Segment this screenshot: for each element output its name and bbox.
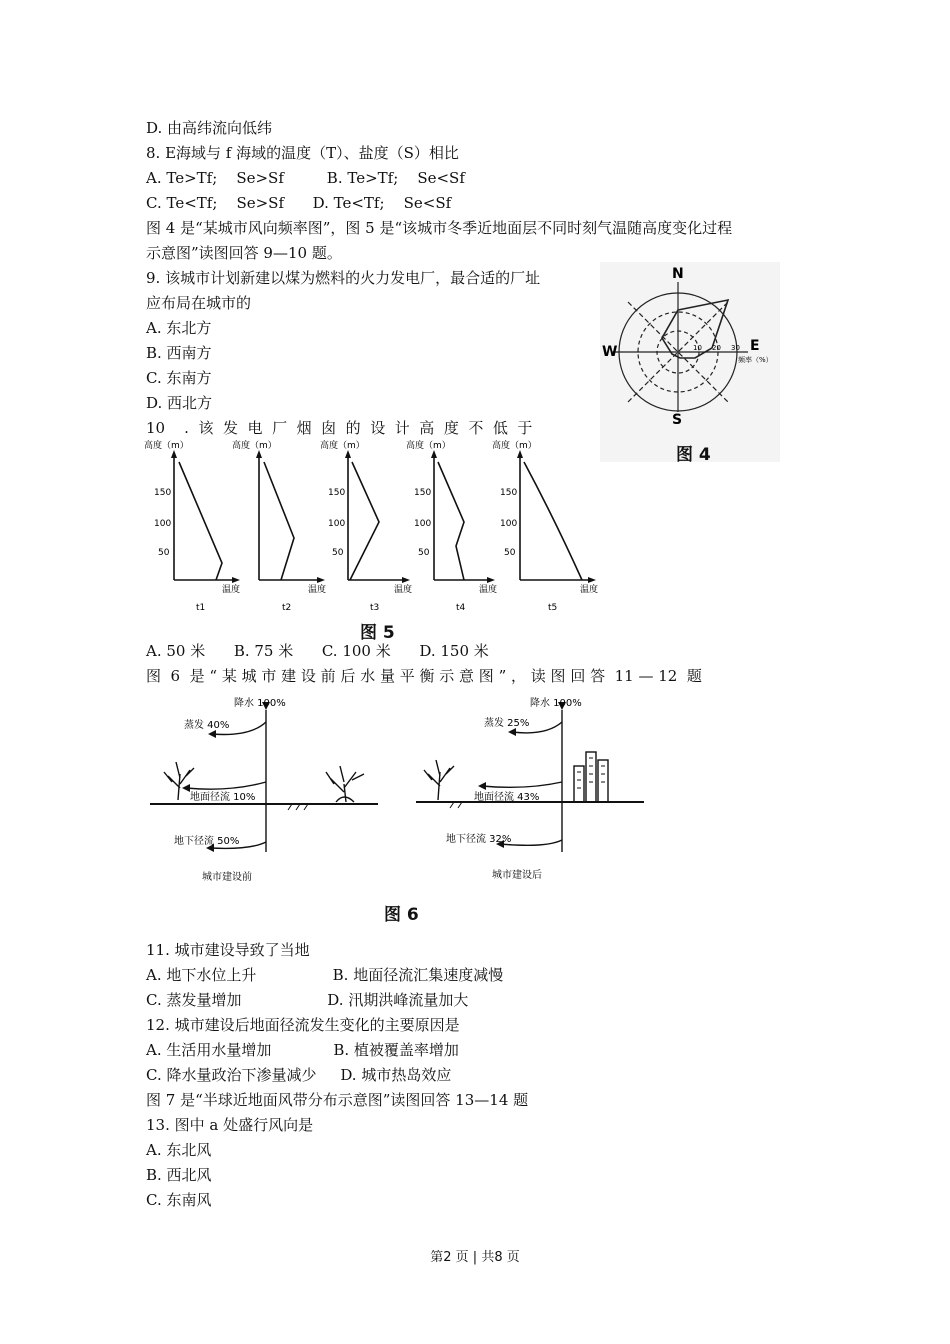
svg-text:50: 50 — [504, 548, 516, 558]
svg-text:100: 100 — [500, 519, 518, 529]
svg-text:150: 150 — [154, 488, 172, 498]
surface-label-before: 地面径流 10% — [190, 792, 256, 803]
evap-label-before: 蒸发 40% — [184, 720, 230, 731]
option-c-q9: C. 东南方 — [146, 369, 212, 387]
profile-panel-t4 — [431, 450, 495, 583]
figure-4-caption: 图 4 — [676, 445, 711, 465]
svg-text:100: 100 — [414, 519, 432, 529]
profile-panel-t3 — [345, 450, 410, 583]
temperature-curve-t5 — [524, 462, 582, 580]
temperature-curve-t3 — [350, 462, 379, 580]
ylabel-t2: 高度（m） — [232, 441, 277, 451]
option-b-q13: B. 西北风 — [146, 1166, 212, 1184]
svg-text:150: 150 — [414, 488, 432, 498]
temperature-curve-t2 — [264, 462, 294, 580]
profile-panel-t1 — [171, 450, 240, 583]
time-label-t3: t3 — [370, 603, 380, 613]
north-label: N — [672, 266, 684, 282]
xlabel-t1: 温度 — [222, 585, 241, 595]
options-ab-q12: A. 生活用水量增加 B. 植被覆盖率增加 — [146, 1041, 459, 1059]
surface-arrow-after — [482, 782, 562, 787]
label-after: 城市建设后 — [492, 870, 542, 881]
intro-fig4-5: 图 4 是“某城市风向频率图”，图 5 是“该城市冬季近地面层不同时刻气温随高度变化过程 — [146, 219, 733, 237]
time-label-t4: t4 — [456, 603, 466, 613]
surface-arrow-before — [186, 782, 266, 789]
question-13: 13. 图中 a 处盛行风向是 — [146, 1116, 314, 1134]
option-a-q9: A. 东北方 — [146, 319, 212, 337]
figure-6-water-balance — [150, 692, 650, 892]
time-label-t1: t1 — [196, 603, 206, 613]
ylabel-t5: 高度（m） — [492, 441, 537, 451]
question-11: 11. 城市建设导致了当地 — [146, 941, 310, 959]
ylabel-t4: 高度（m） — [406, 441, 451, 451]
figure-5-caption: 图 5 — [360, 623, 395, 643]
intro-fig7: 图 7 是“半球近地面风带分布示意图”读图回答 13—14 题 — [146, 1091, 529, 1109]
svg-text:100: 100 — [328, 519, 346, 529]
question-9: 9. 该城市计划新建以煤为燃料的火力发电厂，最合适的厂址 — [146, 269, 541, 287]
south-label: S — [672, 412, 683, 428]
time-label-t5: t5 — [548, 603, 558, 613]
xlabel-t4: 温度 — [479, 585, 498, 595]
buildings-icon — [574, 752, 608, 802]
xlabel-t2: 温度 — [308, 585, 327, 595]
question-9-cont: 应布局在城市的 — [146, 294, 252, 312]
question-8: 8. E海域与 f 海域的温度（T）、盐度（S）相比 — [146, 144, 459, 162]
precip-label-after: 降水 100% — [530, 698, 582, 709]
figure-6-caption: 图 6 — [384, 905, 419, 925]
options-q10: A. 50 米 B. 75 米 C. 100 米 D. 150 米 — [146, 642, 489, 660]
option-d-q9: D. 西北方 — [146, 394, 213, 412]
intro-fig6: 图 6 是 “ 某 城 市 建 设 前 后 水 量 平 衡 示 意 图 ” ， 读 图 回 答 11 — 12 题 — [146, 667, 702, 685]
ylabel-t3: 高度（m） — [320, 441, 365, 451]
svg-text:50: 50 — [158, 548, 170, 558]
temperature-curve-t1 — [179, 462, 222, 580]
options-ab-q8: A. Te>Tf; Se>Sf B. Te>Tf; Se<Sf — [146, 169, 465, 187]
frequency-unit-label: 频率（%） — [738, 356, 773, 364]
profile-panel-t5 — [517, 450, 596, 583]
west-label: W — [602, 344, 618, 360]
svg-text:50: 50 — [418, 548, 430, 558]
option-b-q9: B. 西南方 — [146, 344, 212, 362]
panel-before — [150, 710, 378, 852]
svg-text:150: 150 — [328, 488, 346, 498]
surface-label-after: 地面径流 43% — [474, 792, 540, 803]
temperature-curve-t4 — [438, 462, 464, 580]
label-before: 城市建设前 — [202, 872, 252, 883]
options-cd-q11: C. 蒸发量增加 D. 汛期洪峰流量加大 — [146, 991, 469, 1009]
option-c-q13: C. 东南风 — [146, 1191, 212, 1209]
intro-fig4-5-cont: 示意图”读图回答 9—10 题。 — [146, 244, 342, 262]
tree-right-before-icon — [326, 766, 364, 802]
ring-label-30: 30 — [731, 344, 740, 352]
svg-text:50: 50 — [332, 548, 344, 558]
options-cd-q12: C. 降水量政治下渗量减少 D. 城市热岛效应 — [146, 1066, 452, 1084]
options-ab-q11: A. 地下水位上升 B. 地面径流汇集速度减慢 — [146, 966, 504, 984]
profile-panel-t2 — [256, 450, 325, 583]
east-label: E — [750, 338, 760, 354]
page-footer: 第2 页 | 共8 页 — [430, 1250, 520, 1265]
option-a-q13: A. 东北风 — [146, 1141, 212, 1159]
panel-after — [416, 710, 644, 852]
ring-label-20: 20 — [712, 344, 721, 352]
time-label-t2: t2 — [282, 603, 292, 613]
xlabel-t5: 温度 — [580, 585, 599, 595]
evap-label-after: 蒸发 25% — [484, 718, 530, 729]
svg-text:150: 150 — [500, 488, 518, 498]
ground-label-before: 地下径流 50% — [174, 836, 240, 847]
ground-label-after: 地下径流 32% — [446, 834, 512, 845]
figure-4-wind-rose — [600, 262, 780, 462]
question-12: 12. 城市建设后地面径流发生变化的主要原因是 — [146, 1016, 460, 1034]
tree-after-icon — [424, 760, 454, 800]
question-10: 10 . 该 发 电 厂 烟 囱 的 设 计 高 度 不 低 于 — [146, 419, 533, 437]
ring-label-10: 10 — [693, 344, 702, 352]
options-cd-q8: C. Te<Tf; Se>Sf D. Te<Tf; Se<Sf — [146, 194, 452, 212]
xlabel-t3: 温度 — [394, 585, 413, 595]
precip-label-before: 降水 100% — [234, 698, 286, 709]
svg-text:100: 100 — [154, 519, 172, 529]
figure-5-temperature-profiles — [144, 438, 614, 618]
option-d-q7: D. 由高纬流向低纬 — [146, 119, 273, 137]
ylabel-t1: 高度（m） — [144, 441, 189, 451]
